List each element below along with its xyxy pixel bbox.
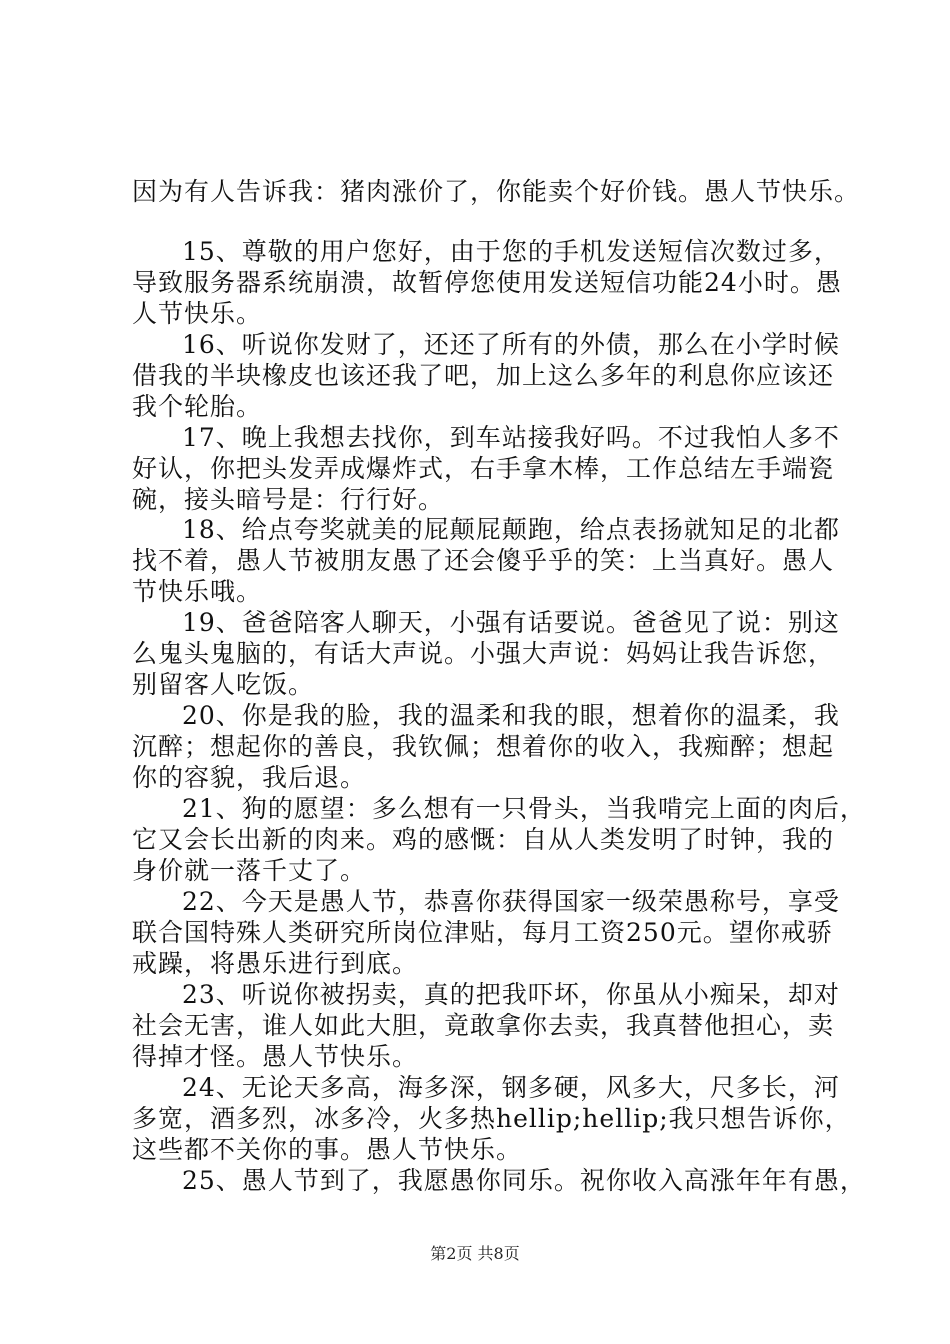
text-line: 21、狗的愿望：多么想有一只骨头，当我啃完上面的肉后，: [182, 794, 866, 823]
text-line: 15、尊敬的用户您好，由于您的手机发送短信次数过多，: [182, 237, 840, 266]
text-line: 好认，你把头发弄成爆炸式，右手拿木棒，工作总结左手端瓷: [132, 454, 835, 483]
text-line: 17、晚上我想去找你，到车站接我好吗。不过我怕人多不: [182, 423, 840, 452]
text-line: 这些都不关你的事。愚人节快乐。: [132, 1135, 523, 1164]
text-line: 联合国特殊人类研究所岗位津贴，每月工资250元。望你戒骄: [132, 918, 833, 947]
text-line: 因为有人告诉我：猪肉涨价了，你能卖个好价钱。愚人节快乐。: [132, 177, 861, 206]
text-line: 16、听说你发财了，还还了所有的外债，那么在小学时候: [182, 330, 840, 359]
text-line: 20、你是我的脸，我的温柔和我的眼，想着你的温柔，我: [182, 701, 840, 730]
text-line: 我个轮胎。: [132, 392, 263, 421]
text-line: 碗，接头暗号是：行行好。: [132, 485, 445, 514]
text-line: 节快乐哦。: [132, 577, 263, 606]
text-line: 借我的半块橡皮也该还我了吧，加上这么多年的利息你应该还: [132, 361, 835, 390]
text-line: 19、爸爸陪客人聊天，小强有话要说。爸爸见了说：别这: [182, 608, 840, 637]
text-line: 找不着，愚人节被朋友愚了还会傻乎乎的笑：上当真好。愚人: [132, 546, 835, 575]
text-line: 你的容貌，我后退。: [132, 763, 367, 792]
text-line: 么鬼头鬼脑的，有话大声说。小强大声说：妈妈让我告诉您，: [132, 639, 835, 668]
text-line: 18、给点夸奖就美的屁颠屁颠跑，给点表扬就知足的北都: [182, 515, 840, 544]
text-line: 人节快乐。: [132, 299, 263, 328]
text-line: 别留客人吃饭。: [132, 670, 315, 699]
text-line: 24、无论天多高，海多深，钢多硬，风多大，尺多长，河: [182, 1073, 840, 1102]
text-line: 社会无害，谁人如此大胆，竟敢拿你去卖，我真替他担心，卖: [132, 1011, 835, 1040]
text-line: 身价就一落千丈了。: [132, 856, 367, 885]
text-line: 22、今天是愚人节，恭喜你获得国家一级荣愚称号，享受: [182, 887, 840, 916]
text-line: 25、愚人节到了，我愿愚你同乐。祝你收入高涨年年有愚，: [182, 1166, 866, 1195]
text-line: 沉醉；想起你的善良，我钦佩；想着你的收入，我痴醉；想起: [132, 732, 835, 761]
text-line: 23、听说你被拐卖，真的把我吓坏，你虽从小痴呆，却对: [182, 980, 840, 1009]
text-line: 戒躁，将愚乐进行到底。: [132, 949, 419, 978]
text-line: 它又会长出新的肉来。鸡的感慨：自从人类发明了时钟，我的: [132, 825, 835, 854]
text-line: 多宽，酒多烈，冰多冷，火多热hellip;hellip;我只想告诉你，: [132, 1104, 851, 1133]
text-line: 导致服务器系统崩溃，故暂停您使用发送短信功能24小时。愚: [132, 268, 842, 297]
page-number-footer: 第2页 共8页: [430, 1244, 520, 1263]
text-line: 得掉才怪。愚人节快乐。: [132, 1042, 419, 1071]
